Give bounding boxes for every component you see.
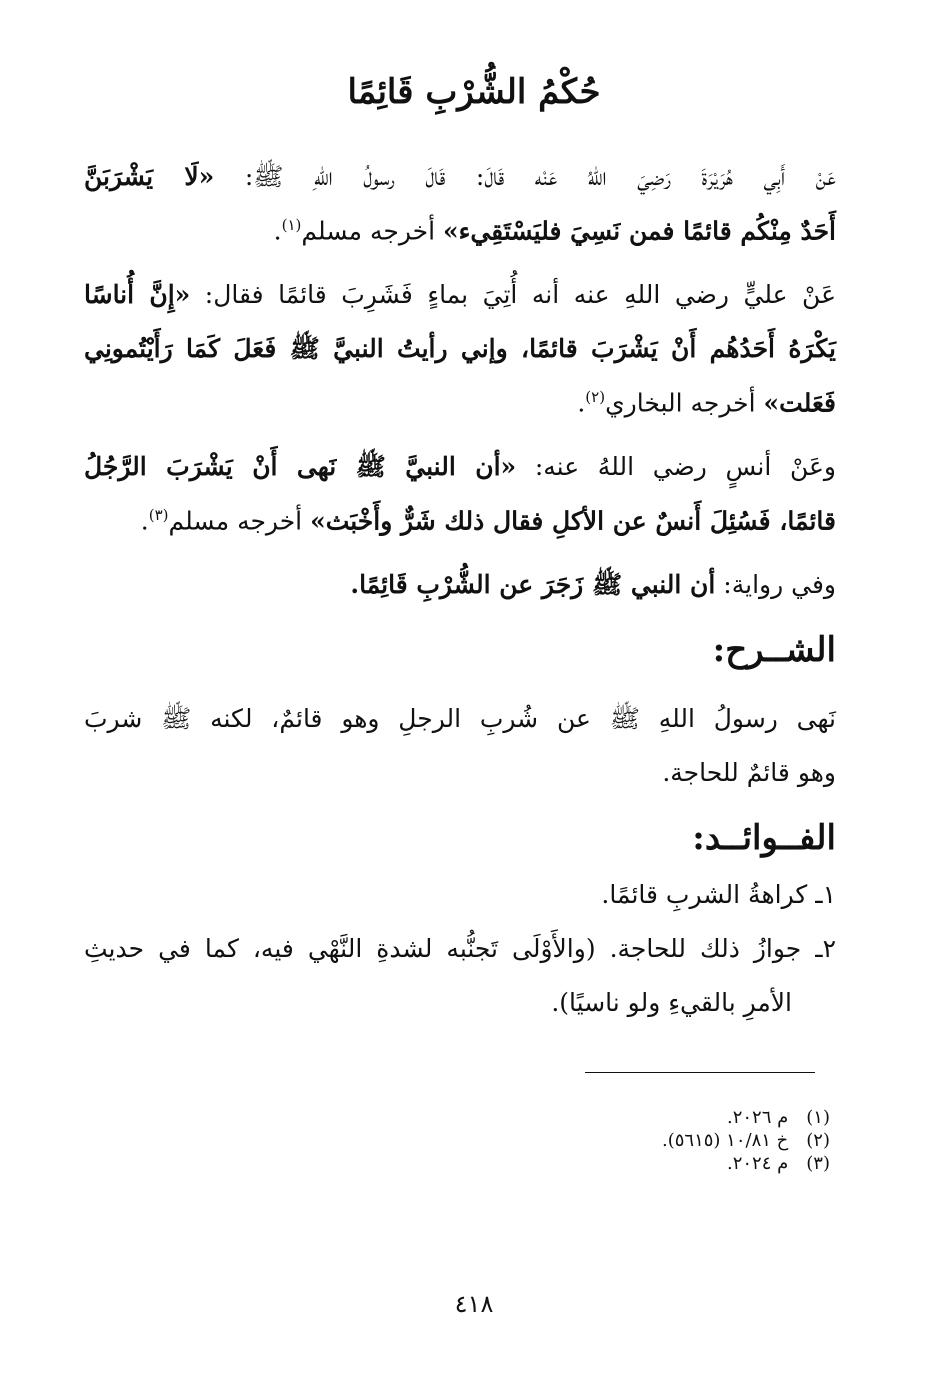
sentence-end: . — [577, 388, 586, 418]
hadith-2-line-1 — [84, 280, 836, 310]
hadith-quote: يَكْرَهُ أَحَدُهُم أَنْ يَشْرَبَ قائمًا، وإني رأيتُ النبيَّ ﷺ فَعَلَ كَمَا رَأَيْتُمونِي — [84, 334, 836, 363]
footnote-2 — [662, 1130, 830, 1152]
sharh-line-2: وهو قائمٌ للحاجة. — [662, 758, 836, 787]
footnote-text: خ ١٠/٨١ (٥٦١٥). — [662, 1130, 789, 1151]
footnote-number: (٣) — [806, 1153, 830, 1174]
footnote-3 — [727, 1153, 830, 1175]
hadith-text: عَنْ أَبِي هُرَيْرَةَ رَضِيَ اللهُ عَنْه قَالَ: قَالَ رسولُ اللهِ ﷺ: — [214, 162, 836, 191]
footnote-ref-1: (١) — [281, 216, 302, 234]
riwaya-quote: أن النبي ﷺ زَجَرَ عن الشُّرْبِ قَائِمًا. — [350, 570, 716, 599]
hadith-3-line-1 — [84, 452, 836, 482]
fawaid-item-2-line-1: ٢ـ جوازُ ذلك للحاجة. (والأَوْلَى تَجنُّبه لشدةِ النَّهْي فيه، كما في حديثِ — [84, 934, 836, 963]
hadith-2-line-2 — [84, 334, 836, 364]
footnote-1 — [727, 1107, 830, 1129]
hadith-text: وعَنْ أنسٍ رضي اللهُ عنه: — [516, 452, 836, 481]
sentence-end: . — [140, 506, 149, 536]
hadith-source: أخرجه البخاري — [605, 388, 764, 418]
hadith-quote: «أن النبيَّ ﷺ نَهى أَنْ يَشْرَبَ الرَّجُلُ — [84, 452, 517, 481]
hadith-2-line-3 — [84, 388, 836, 418]
fawaid-item-2-line-2: الأمرِ بالقيءِ ولو ناسيًا). — [551, 988, 792, 1017]
hadith-quote: فَعَلت» — [763, 388, 836, 418]
page-number: ٤١٨ — [454, 1290, 494, 1318]
footnote-ref-3: (٣) — [148, 506, 169, 524]
hadith-quote: أَحَدٌ مِنْكُم قائمًا فمن نَسِيَ فليَسْتَقِيء» — [442, 216, 836, 246]
footnote-text: م ٢٠٢٤. — [726, 1153, 789, 1174]
hadith-3-line-2 — [84, 506, 836, 536]
hadith-source: أخرجه مسلم — [168, 506, 311, 536]
sharh-line-1: نَهى رسولُ اللهِ ﷺ عن شُربِ الرجلِ وهو قائمٌ، لكنه ﷺ شربَ — [84, 704, 836, 733]
footnote-separator — [585, 1072, 815, 1073]
hadith-quote: قائمًا، فَسُئِلَ أَنسٌ عن الأكلِ فقال ذلك شَرٌّ وأَخْبَث» — [310, 506, 836, 536]
sentence-end: . — [273, 216, 282, 246]
hadith-quote: «إِنَّ أُناسًا — [84, 280, 191, 309]
footnote-number: (١) — [806, 1107, 830, 1128]
hadith-quote: «لَا يَشْرَبَنَّ — [84, 162, 215, 191]
footnote-number: (٢) — [806, 1130, 830, 1151]
fawaid-item-1: ١ـ كراهةُ الشربِ قائمًا. — [601, 880, 836, 909]
sharh-heading: الشــرح: — [712, 630, 836, 670]
hadith-1-line-2 — [84, 216, 836, 246]
fawaid-heading: الفــوائــد: — [692, 818, 836, 858]
hadith-text: عَنْ عليٍّ رضي اللهِ عنه أنه أُتِيَ بماءٍ فَشَرِبَ قائمًا فقال: — [190, 280, 836, 309]
footnote-text: م ٢٠٢٦. — [726, 1107, 789, 1128]
hadith-1-line-1 — [84, 162, 836, 192]
chapter-title: حُكْمُ الشُّرْبِ قَائِمًا — [347, 72, 601, 112]
riwaya-text: وفي رواية: — [715, 570, 836, 599]
hadith-source: أخرجه مسلم — [301, 216, 443, 246]
footnote-ref-2: (٢) — [585, 388, 606, 406]
riwaya-line — [84, 570, 836, 600]
